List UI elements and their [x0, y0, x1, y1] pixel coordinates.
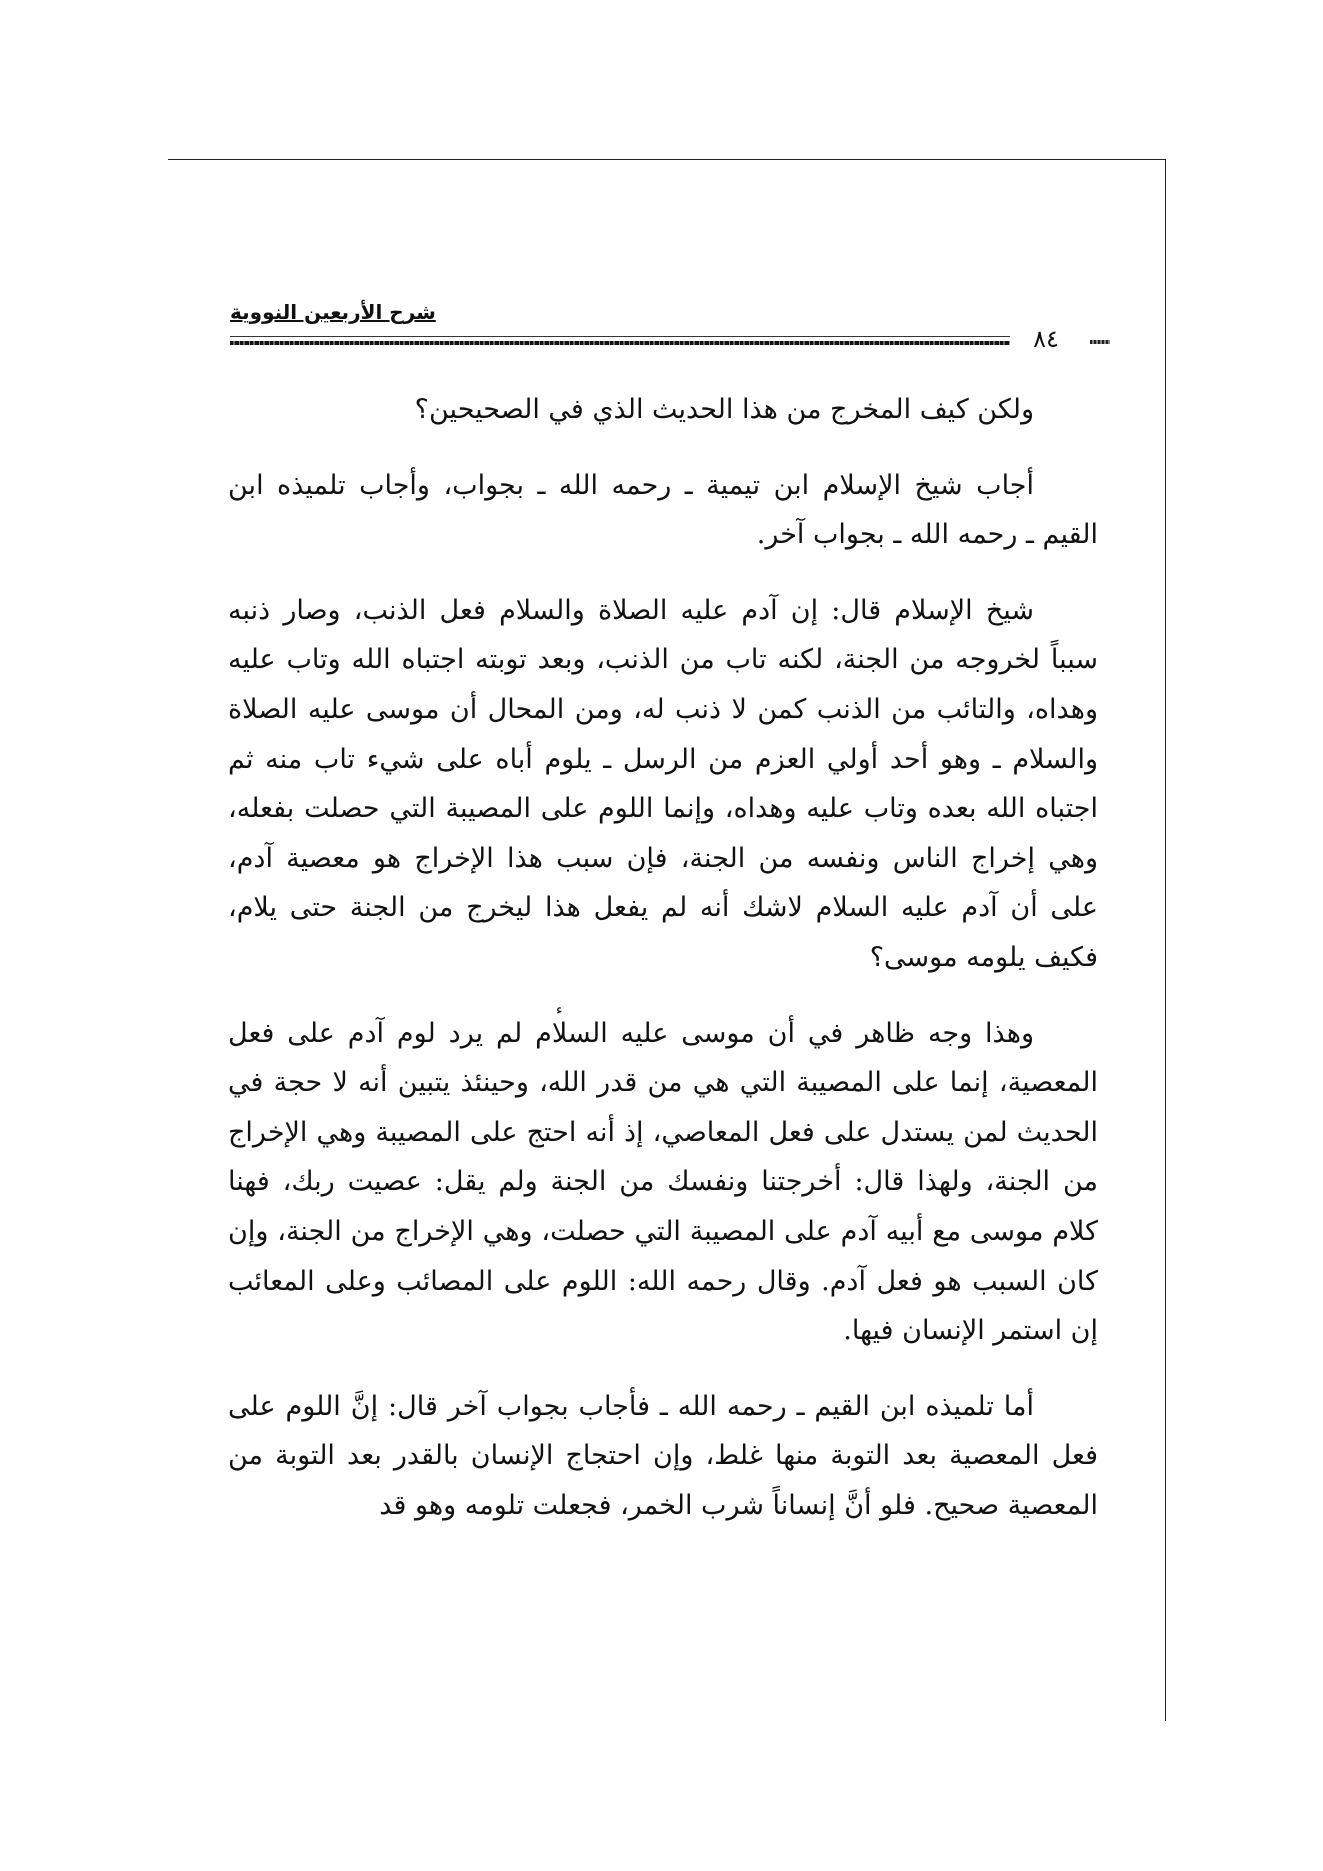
- header-ornament: [1090, 340, 1110, 344]
- running-header-title: شرح الأربعين النووية: [230, 300, 436, 324]
- paragraph: شيخ الإسلام قال: إن آدم عليه الصلاة والسلام فعل الذنب، وصار ذنبه سبباً لخروجه من الجنة، لكنه تاب من الذنب، وبعد توبته اجتباه الله وتاب عليه وهداه، والتائب من الذنب كمن لا ذنب له، ومن المحال أن موسى عليه الصلاة والسلام ـ وهو أحد أولي العزم من الرسل ـ يلوم أباه على شيء تاب منه ثم اجتباه الله بعده وتاب عليه وهداه، وإنما اللوم على المصيبة التي حصلت بفعله، وهي إخراج الناس ونفسه من الجنة، فإن سبب هذا الإخراج هو معصية آدم، على أن آدم عليه السلام لاشك أنه لم يفعل هذا ليخرج من الجنة حتى يلام، فكيف يلومه موسى؟: [228, 594, 1098, 973]
- paragraph: أما تلميذه ابن القيم ـ رحمه الله ـ فأجاب بجواب آخر قال: إنَّ اللوم على فعل المعصية بعد التوبة منها غلط، وإن احتجاج الإنسان بالقدر بعد التوبة من المعصية صحيح. فلو أنَّ إنساناً شرب الخمر، فجعلت تلومه وهو قد: [228, 1390, 1098, 1521]
- page-number: ٨٤: [1033, 325, 1059, 353]
- page-frame-top-line: [168, 159, 1166, 160]
- paragraph: ولكن كيف المخرج من هذا الحديث الذي في الصحيحين؟: [414, 394, 1034, 425]
- header-rule: [230, 341, 1010, 345]
- paragraph: أجاب شيخ الإسلام ابن تيمية ـ رحمه الله ـ بجواب، وأجاب تلميذه ابن القيم ـ رحمه الله ـ بجواب آخر.: [228, 469, 1098, 551]
- body-text: [228, 385, 1098, 1556]
- stray-print-mark: ء: [556, 1002, 563, 1018]
- page-frame-right-line: [1165, 159, 1166, 1721]
- header-rule-thin: [230, 336, 1010, 337]
- paragraph: وهذا وجه ظاهر في أن موسى عليه السلام لم يرد لوم آدم على فعل المعصية، إنما على المصيبة التي هي من قدر الله، وحينئذ يتبين أنه لا حجة في الحديث لمن يستدل على فعل المعاصي، إذ أنه احتج على المصيبة وهي الإخراج من الجنة، ولهذا قال: أخرجتنا ونفسك من الجنة ولم يقل: عصيت ربك، فهنا كلام موسى مع أبيه آدم على المصيبة التي حصلت، وهي الإخراج من الجنة، وإن كان السبب هو فعل آدم. وقال رحمه الله: اللوم على المصائب وعلى المعائب إن استمر الإنسان فيها.: [228, 1017, 1098, 1347]
